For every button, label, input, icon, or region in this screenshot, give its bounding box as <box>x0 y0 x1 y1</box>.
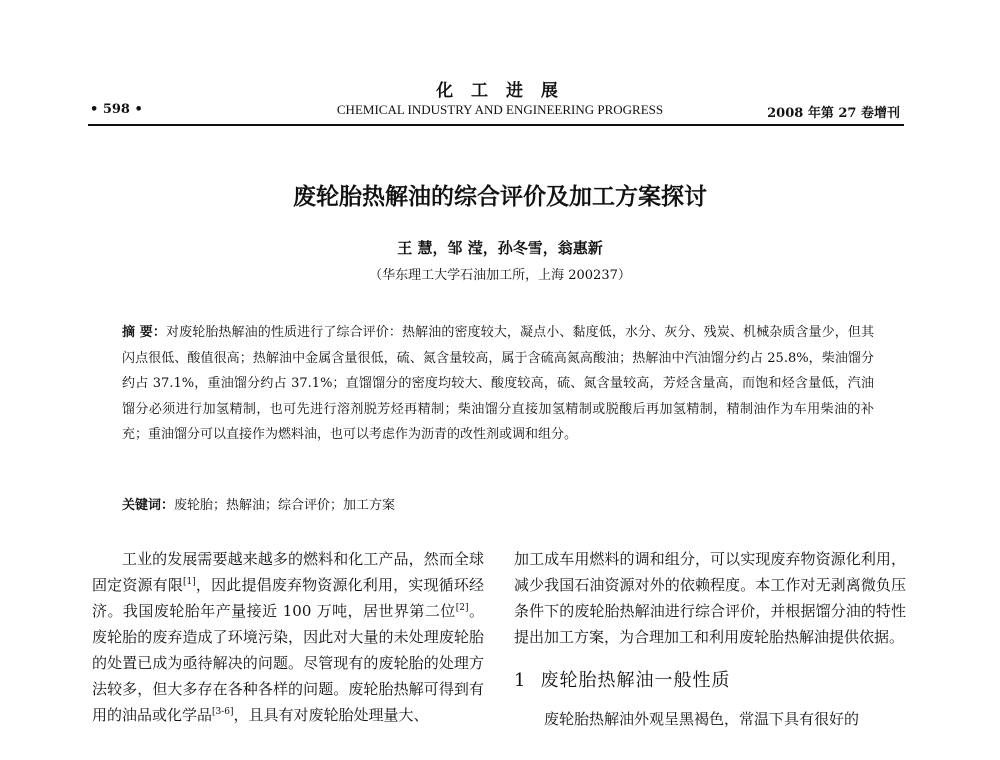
citation-ref: [1] <box>183 577 196 587</box>
section-paragraph: 废轮胎热解油外观呈黑褐色，常温下具有很好的 <box>544 710 860 728</box>
intro-text-2: ，因此提倡废弃物资源化利用，实现循环经济。我国废轮胎年产量接近 100 万吨，居世界第二位 <box>92 576 484 620</box>
intro-paragraph <box>92 546 484 728</box>
body-right-column <box>514 546 906 732</box>
keywords <box>122 494 874 513</box>
journal-name-english: CHEMICAL INDUSTRY AND ENGINEERING PROGRESS <box>336 102 664 117</box>
keywords-label: 关键词： <box>122 498 175 513</box>
affiliation: （华东理工大学石油加工所，上海 200237） <box>369 268 631 283</box>
issue-info: 2008 年第 27 卷增刊 <box>767 106 900 121</box>
article-title: 废轮胎热解油的综合评价及加工方案探讨 <box>293 183 707 210</box>
intro-text-1: 工业的发展需要越来越多的燃料和化工产品，然而全球固定资源有限 <box>92 550 484 594</box>
intro-continuation: 加工成车用燃料的调和组分，可以实现废弃物资源化利用，减少我国石油资源对外的依赖程度。本工作对无剥离微负压条件下的废轮胎热解油进行综合评价，并根据馏分油的特性提出加工方案，为合理加工和利用废轮胎热解油提供依据。 <box>514 550 906 646</box>
body-left-column <box>92 546 484 728</box>
intro-text-4: ，且具有对废轮胎处理量大、 <box>233 706 429 724</box>
citation-ref: [3-6] <box>212 707 234 717</box>
intro-text-3: 。废轮胎的废弃造成了环境污染，因此对大量的未处理废轮胎的处置已成为亟待解决的问题。尽管现有的废轮胎的处理方法较多，但大多存在各种各样的问题。废轮胎热解可得到有用的油品或化学品 <box>92 602 484 724</box>
abstract <box>122 320 874 448</box>
header-rule <box>88 124 904 126</box>
journal-name-chinese: 化 工 进 展 <box>436 81 564 101</box>
keywords-text: 废轮胎；热解油；综合评价；加工方案 <box>174 498 396 513</box>
author-list: 王 慧，邹 滢，孙冬雪，翁惠新 <box>397 239 603 257</box>
section-title: 废轮胎热解油一般性质 <box>540 670 731 691</box>
abstract-label: 摘 要： <box>122 325 166 340</box>
page-number: • 598 • <box>90 102 143 117</box>
section-heading <box>514 668 906 694</box>
section-number: 1 <box>514 670 527 691</box>
abstract-text: 对废轮胎热解油的性质进行了综合评价：热解油的密度较大，凝点小、黏度低，水分、灰分、残炭、机械杂质含量少，但其闪点很低、酸值很高；热解油中金属含量很低，硫、氮含量较高，属于含硫高氮高酸油；热解油中汽油馏分约占 25.8%，柴油馏分约占 37.1%，重油馏分约占 37.1%；直馏馏分的密度均较大、酸度较高，硫、氮含量较高，芳烃含量高，而饱和烃含量低，汽油馏分必须进行加氢精制，也可先进行溶剂脱芳烃再精制；柴油馏分直接加氢精制或脱酸后再加氢精制，精制油作为车用柴油的补充；重油馏分可以直接作为燃料油，也可以考虑作为沥青的改性剂或调和组分。 <box>122 325 874 442</box>
citation-ref: [2] <box>455 603 469 613</box>
